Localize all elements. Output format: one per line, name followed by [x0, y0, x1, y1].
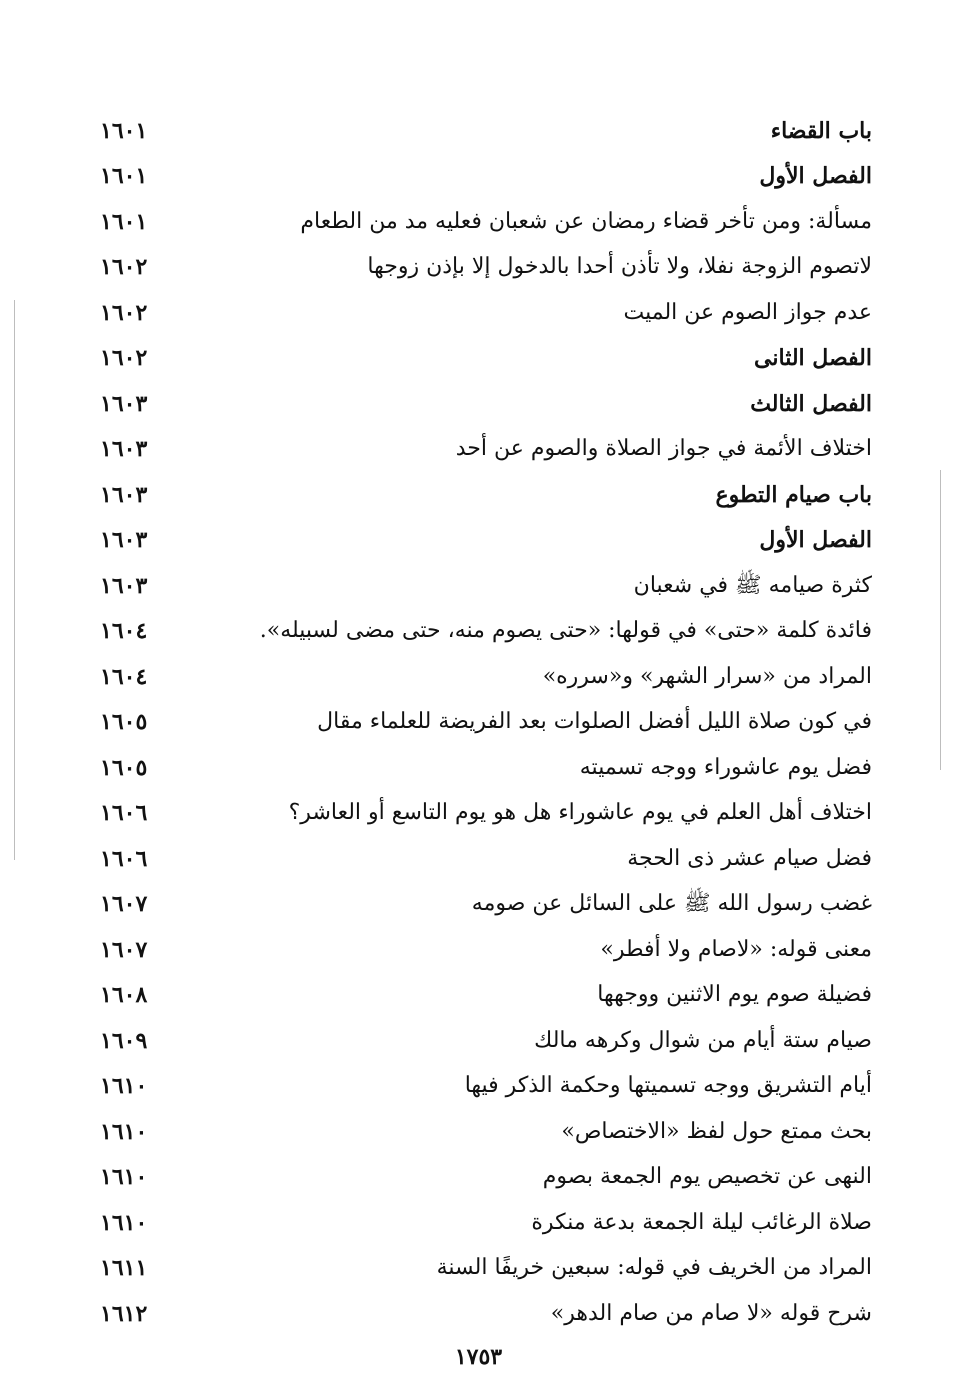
toc-entry	[100, 882, 872, 928]
toc-entry-title: فائدة كلمة «حتى» في قولها: «حتى يصوم منه، حتى مضى لسبيله».	[259, 618, 872, 644]
toc-page-number: ١٦٠٦	[100, 800, 148, 827]
toc-entry-title: صلاة الرغائب ليلة الجمعة بدعة منكرة	[531, 1209, 872, 1235]
toc-page-number: ١٦١١	[100, 1255, 148, 1282]
scan-edge-line-right	[940, 470, 941, 770]
toc-entry-title: اختلاف الأئمة في جواز الصلاة والصوم عن أحد	[455, 436, 872, 462]
toc-entry	[100, 1246, 872, 1292]
toc-entry	[100, 472, 872, 518]
toc-entry	[100, 836, 872, 882]
toc-page-number: ١٦١٢	[100, 1300, 148, 1327]
toc-entry	[100, 973, 872, 1019]
toc-entry	[100, 791, 872, 837]
toc-entry	[100, 154, 872, 200]
toc-page-number: ١٦٠٥	[100, 754, 148, 781]
toc-entry	[100, 381, 872, 427]
toc-page-number: ١٦٠٤	[100, 663, 148, 690]
toc-page-number: ١٦٠٥	[100, 709, 148, 736]
toc-page-number: ١٦٠٨	[100, 982, 148, 1009]
toc-entry	[100, 1018, 872, 1064]
toc-entry-title: شرح قوله «لا صام من صام الدهر»	[550, 1300, 872, 1326]
toc-entry-title: كثرة صيامه ﷺ في شعبان	[633, 572, 872, 598]
toc-entry-title: عدم جواز الصوم عن الميت	[623, 299, 872, 325]
page-number: ١٧٥٣	[454, 1344, 503, 1370]
toc-entry	[100, 108, 872, 154]
toc-page-number: ١٦١٠	[100, 1118, 148, 1145]
toc-entry	[100, 745, 872, 791]
toc-entry-title: أيام التشريق ووجه تسميتها وحكمة الذكر فيها	[464, 1073, 872, 1099]
toc-page-number: ١٦٠١	[100, 117, 148, 144]
toc-entry-title: اختلاف أهل العلم في يوم عاشوراء هل هو يوم التاسع أو العاشر؟	[288, 800, 872, 826]
table-of-contents	[100, 108, 872, 1337]
toc-entry	[100, 700, 872, 746]
toc-entry	[100, 609, 872, 655]
toc-entry	[100, 290, 872, 336]
toc-entry-title: غضب رسول الله ﷺ على السائل عن صومه	[471, 891, 872, 917]
toc-heading: الفصل الأول	[759, 163, 872, 190]
toc-entry	[100, 1109, 872, 1155]
toc-entry	[100, 336, 872, 382]
toc-page-number: ١٦٠١	[100, 163, 148, 190]
toc-entry	[100, 927, 872, 973]
toc-heading: الفصل الثالث	[750, 390, 872, 417]
toc-entry-title: المراد من الخريف في قوله: سبعين خريفًا السنة	[436, 1255, 872, 1281]
toc-page-number: ١٦٠١	[100, 208, 148, 235]
toc-page-number: ١٦٠٢	[100, 254, 148, 281]
toc-page-number: ١٦٠٩	[100, 1027, 148, 1054]
toc-entry-title: المراد من «سرار الشهر» و«سرره»	[542, 663, 872, 689]
toc-page-number: ١٦١٠	[100, 1073, 148, 1100]
scan-edge-line-left	[14, 300, 15, 860]
toc-entry-title: فضيلة صوم يوم الاثنين ووجهها	[597, 982, 872, 1008]
toc-page-number: ١٦٠٣	[100, 390, 148, 417]
toc-heading: الفصل الثانى	[754, 345, 872, 372]
toc-entry	[100, 1155, 872, 1201]
toc-entry	[100, 1064, 872, 1110]
toc-page-number: ١٦١٠	[100, 1164, 148, 1191]
toc-entry-title: فضل يوم عاشوراء ووجه تسميته	[579, 754, 872, 780]
toc-entry-title: مسألة: ومن تأخر قضاء رمضان عن شعبان فعليه مد من الطعام	[300, 208, 872, 234]
toc-entry-title: صيام ستة أيام من شوال وكرهه مالك	[534, 1027, 872, 1053]
toc-entry	[100, 427, 872, 473]
toc-page-number: ١٦٠٣	[100, 572, 148, 599]
toc-entry	[100, 518, 872, 564]
toc-page-number: ١٦٠٤	[100, 618, 148, 645]
toc-entry-title: معنى قوله: «لاصام ولا أفطر»	[600, 936, 872, 962]
toc-page-number: ١٦٠٣	[100, 527, 148, 554]
toc-page-number: ١٦٠٦	[100, 845, 148, 872]
toc-entry-title: لاتصوم الزوجة نفلا، ولا تأذن أحدا بالدخول إلا بإذن زوجها	[367, 254, 872, 280]
toc-heading: باب القضاء	[770, 117, 872, 144]
toc-page-number: ١٦٠٢	[100, 345, 148, 372]
toc-page-number: ١٦٠٧	[100, 891, 148, 918]
toc-entry-title: فضل صيام عشر ذى الحجة	[627, 845, 872, 871]
toc-page-number: ١٦٠٣	[100, 436, 148, 463]
toc-page-number: ١٦١٠	[100, 1209, 148, 1236]
toc-entry-title: بحث ممتع حول لفظ «الاختصاص»	[561, 1118, 872, 1144]
toc-entry-title: في كون صلاة الليل أفضل الصلوات بعد الفريضة للعلماء مقال	[317, 709, 872, 735]
toc-page-number: ١٦٠٧	[100, 936, 148, 963]
toc-entry	[100, 1291, 872, 1337]
toc-entry	[100, 245, 872, 291]
toc-page-number: ١٦٠٣	[100, 481, 148, 508]
toc-entry	[100, 1200, 872, 1246]
toc-page-number: ١٦٠٢	[100, 299, 148, 326]
toc-entry	[100, 654, 872, 700]
toc-entry-title: النهى عن تخصيص يوم الجمعة بصوم	[542, 1164, 872, 1190]
toc-entry	[100, 563, 872, 609]
toc-entry	[100, 199, 872, 245]
toc-heading: الفصل الأول	[759, 527, 872, 554]
toc-heading: باب صيام التطوع	[715, 481, 872, 508]
